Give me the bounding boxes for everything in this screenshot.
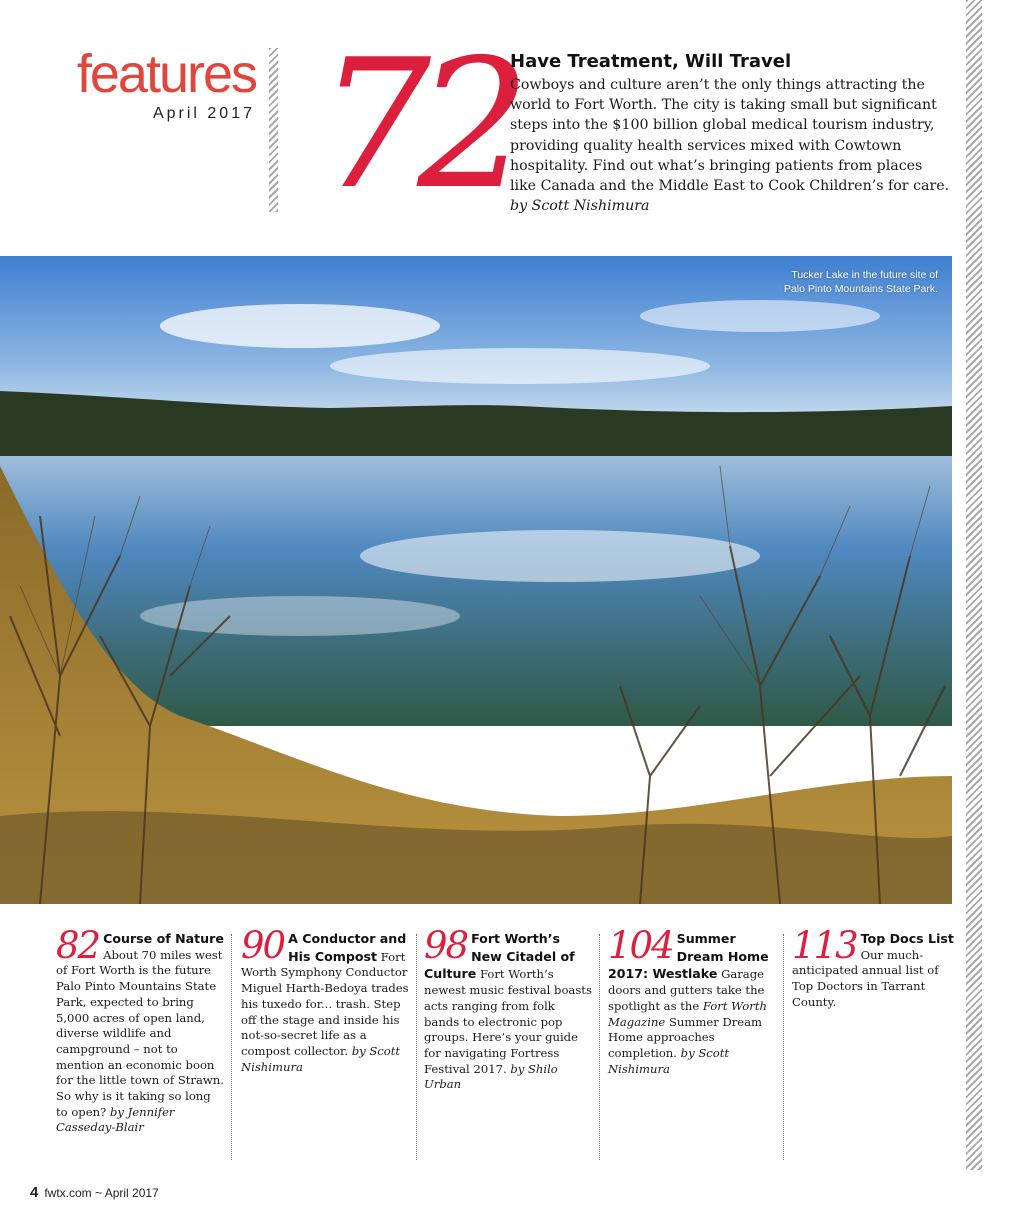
header-hatched-divider	[269, 48, 278, 212]
feature-title[interactable]: Top Docs List	[860, 931, 954, 946]
lead-byline: by Scott Nishimura	[510, 198, 650, 215]
lead-page-number: 72	[318, 21, 517, 228]
page-number: 4	[30, 1184, 39, 1201]
feature-body-after: Summer Dream Home approaches completion.	[608, 1014, 763, 1060]
lead-body-text: Cowboys and culture aren’t the only things attracting the world to Fort Worth. The city is taking small but significant steps into the $100 billion global medical tourism industry, providing quality health services mixed with Cowtown hospitality. Find out what’s bringing patients from places like Canada and the Middle East to Cook Children’s for care.	[510, 77, 950, 195]
feature-byline: by Shilo Urban	[424, 1061, 558, 1092]
feature-title[interactable]: Summer Dream Home 2017: Westlake	[608, 931, 769, 982]
issue-date: April 2017	[152, 105, 255, 122]
feature-item-course-of-nature[interactable]	[56, 924, 224, 1142]
page-footer	[30, 1184, 159, 1201]
feature-title[interactable]: Course of Nature	[103, 931, 224, 946]
decorative-hatched-border	[966, 0, 982, 1170]
feature-item-top-docs[interactable]	[792, 924, 960, 1017]
photo-caption-line-1: Tucker Lake in the future site of	[791, 269, 938, 281]
feature-body-before: Garage doors and gutters take the spotlight as the	[608, 967, 765, 1013]
photo-caption-line-2: Palo Pinto Mountains State Park.	[783, 283, 938, 295]
footer-site-date: fwtx.com ~ April 2017	[44, 1186, 159, 1200]
feature-page-number: 113	[792, 924, 857, 967]
lake-photo	[0, 256, 952, 904]
feature-body: About 70 miles west of Fort Worth is the future Palo Pinto Mountains State Park, expected to bring 5,000 acres of open land, diverse wildlife and campground – not to mention an economic boon for the little town of Strawn. So why is it taking so long to open?	[56, 947, 224, 1119]
feature-page-number: 98	[424, 924, 468, 967]
feature-title[interactable]: Fort Worth’s New Citadel of Culture	[424, 931, 575, 982]
feature-body: Fort Worth Symphony Conductor Miguel Harth-Bedoya trades his tuxedo for... trash. Step off the stage and inside his not-so-secret life as a compost collector.	[241, 949, 409, 1058]
photo-caption	[738, 268, 938, 296]
magazine-name: Fort Worth Magazine	[608, 998, 767, 1029]
feature-byline: by Scott Nishimura	[241, 1043, 401, 1074]
section-title: features	[76, 44, 256, 104]
feature-item-dream-home[interactable]	[608, 924, 776, 1083]
lake-landscape-image	[0, 256, 952, 904]
lead-feature[interactable]	[510, 50, 950, 216]
feature-body: Our much-anticipated annual list of Top Doctors in Tarrant County.	[792, 947, 939, 1009]
feature-item-citadel-of-culture[interactable]	[424, 924, 592, 1099]
feature-page-number: 82	[56, 924, 100, 967]
feature-byline: by Scott Nishimura	[608, 1045, 730, 1076]
feature-title[interactable]: A Conductor and His Compost	[288, 931, 407, 964]
feature-body: Fort Worth’s newest music festival boasts acts ranging from folk bands to electronic pop groups. Here’s your guide for navigating Fortress Festival 2017.	[424, 967, 592, 1076]
feature-page-number: 90	[241, 924, 285, 967]
feature-byline: by Jennifer Casseday-Blair	[56, 1104, 175, 1135]
feature-item-conductor-compost[interactable]	[241, 924, 409, 1081]
feature-page-number: 104	[608, 924, 673, 967]
lead-headline[interactable]: Have Treatment, Will Travel	[510, 51, 792, 72]
